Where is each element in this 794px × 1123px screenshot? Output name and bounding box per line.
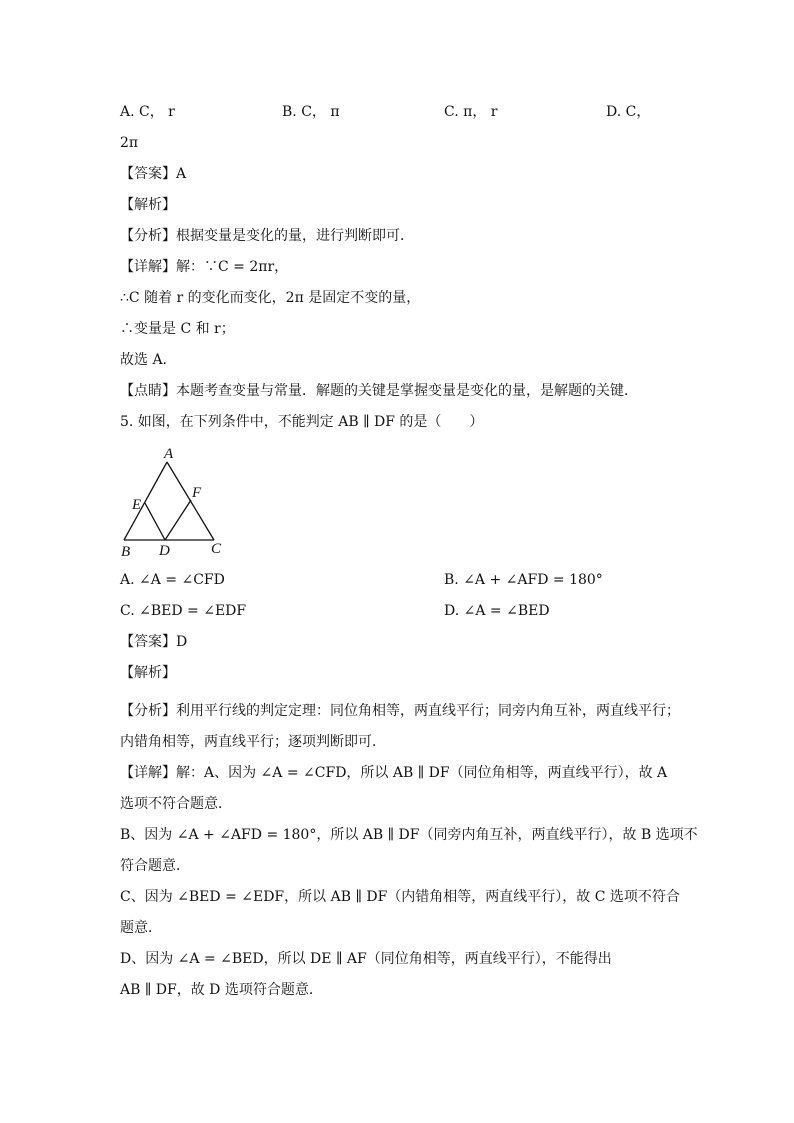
- label-a: A: [164, 446, 174, 462]
- q4-xiangjie: 【详解】解：∵C = 2πr，: [120, 259, 289, 275]
- label-d: D: [159, 543, 170, 559]
- q5-xiangjie-d-line1: D、因为 ∠A = ∠BED，所以 DE ∥ AF（同位角相等，两直线平行），不能得出: [120, 951, 612, 967]
- q5-xiangjie-d-line2: AB ∥ DF，故 D 选项符合题意．: [120, 982, 323, 998]
- q4-option-c: C. π， r: [444, 104, 498, 120]
- q4-reason-1: ∴C 随着 r 的变化而变化，2π 是固定不变的量，: [120, 290, 421, 306]
- triangle-figure: [112, 440, 232, 562]
- q5-stem: 5. 如图，在下列条件中，不能判定 AB ∥ DF 的是（ ）: [120, 414, 484, 430]
- q4-answer: 【答案】A: [120, 166, 187, 182]
- label-b: B: [121, 544, 131, 560]
- q5-analysis-title: 【解析】: [120, 665, 176, 681]
- q4-analysis-title: 【解析】: [120, 197, 176, 213]
- q5-xiangjie-a-line2: 选项不符合题意．: [120, 796, 232, 812]
- q5-xiangjie-c-line2: 题意．: [120, 920, 162, 936]
- segment-df: [165, 500, 191, 540]
- q4-dianjing: 【点睛】本题考查变量与常量．解题的关键是掌握变量是变化的量，是解题的关键．: [120, 383, 638, 399]
- q5-fenxi-line2: 内错角相等，两直线平行；逐项判断即可．: [120, 734, 386, 750]
- q5-xiangjie-c-line1: C、因为 ∠BED = ∠EDF，所以 AB ∥ DF（内错角相等，两直线平行），故 C 选项不符合: [120, 889, 680, 905]
- q4-option-b: B. C， π: [282, 104, 340, 120]
- q4-reason-2: ∴变量是 C 和 r；: [120, 321, 235, 337]
- q5-option-a: A. ∠A = ∠CFD: [120, 572, 225, 588]
- q5-fenxi-line1: 【分析】利用平行线的判定定理：同位角相等，两直线平行；同旁内角互补，两直线平行；: [120, 703, 680, 719]
- q4-choose: 故选 A．: [120, 352, 177, 368]
- q5-xiangjie-a-line1: 【详解】解：A、因为 ∠A = ∠CFD，所以 AB ∥ DF（同位角相等，两直线平行），故 A: [120, 765, 668, 781]
- q4-option-d: D. C，: [606, 104, 651, 120]
- q4-option-d-continued: 2π: [120, 135, 139, 151]
- q4-option-a: A. C， r: [120, 104, 175, 120]
- q5-option-b: B. ∠A + ∠AFD = 180°: [444, 572, 603, 588]
- label-e: E: [132, 497, 142, 513]
- q5-xiangjie-b-line1: B、因为 ∠A + ∠AFD = 180°，所以 AB ∥ DF（同旁内角互补，两直线平行），故 B 选项不: [120, 827, 698, 843]
- q5-option-c: C. ∠BED = ∠EDF: [120, 603, 247, 619]
- label-c: C: [211, 541, 222, 557]
- segment-ed: [145, 503, 165, 540]
- q5-xiangjie-b-line2: 符合题意．: [120, 858, 190, 874]
- label-f: F: [192, 485, 202, 501]
- q4-fenxi: 【分析】根据变量是变化的量，进行判断即可．: [120, 228, 414, 244]
- q5-answer: 【答案】D: [120, 634, 188, 650]
- segment-ab: [124, 462, 167, 540]
- q5-option-d: D. ∠A = ∠BED: [444, 603, 550, 619]
